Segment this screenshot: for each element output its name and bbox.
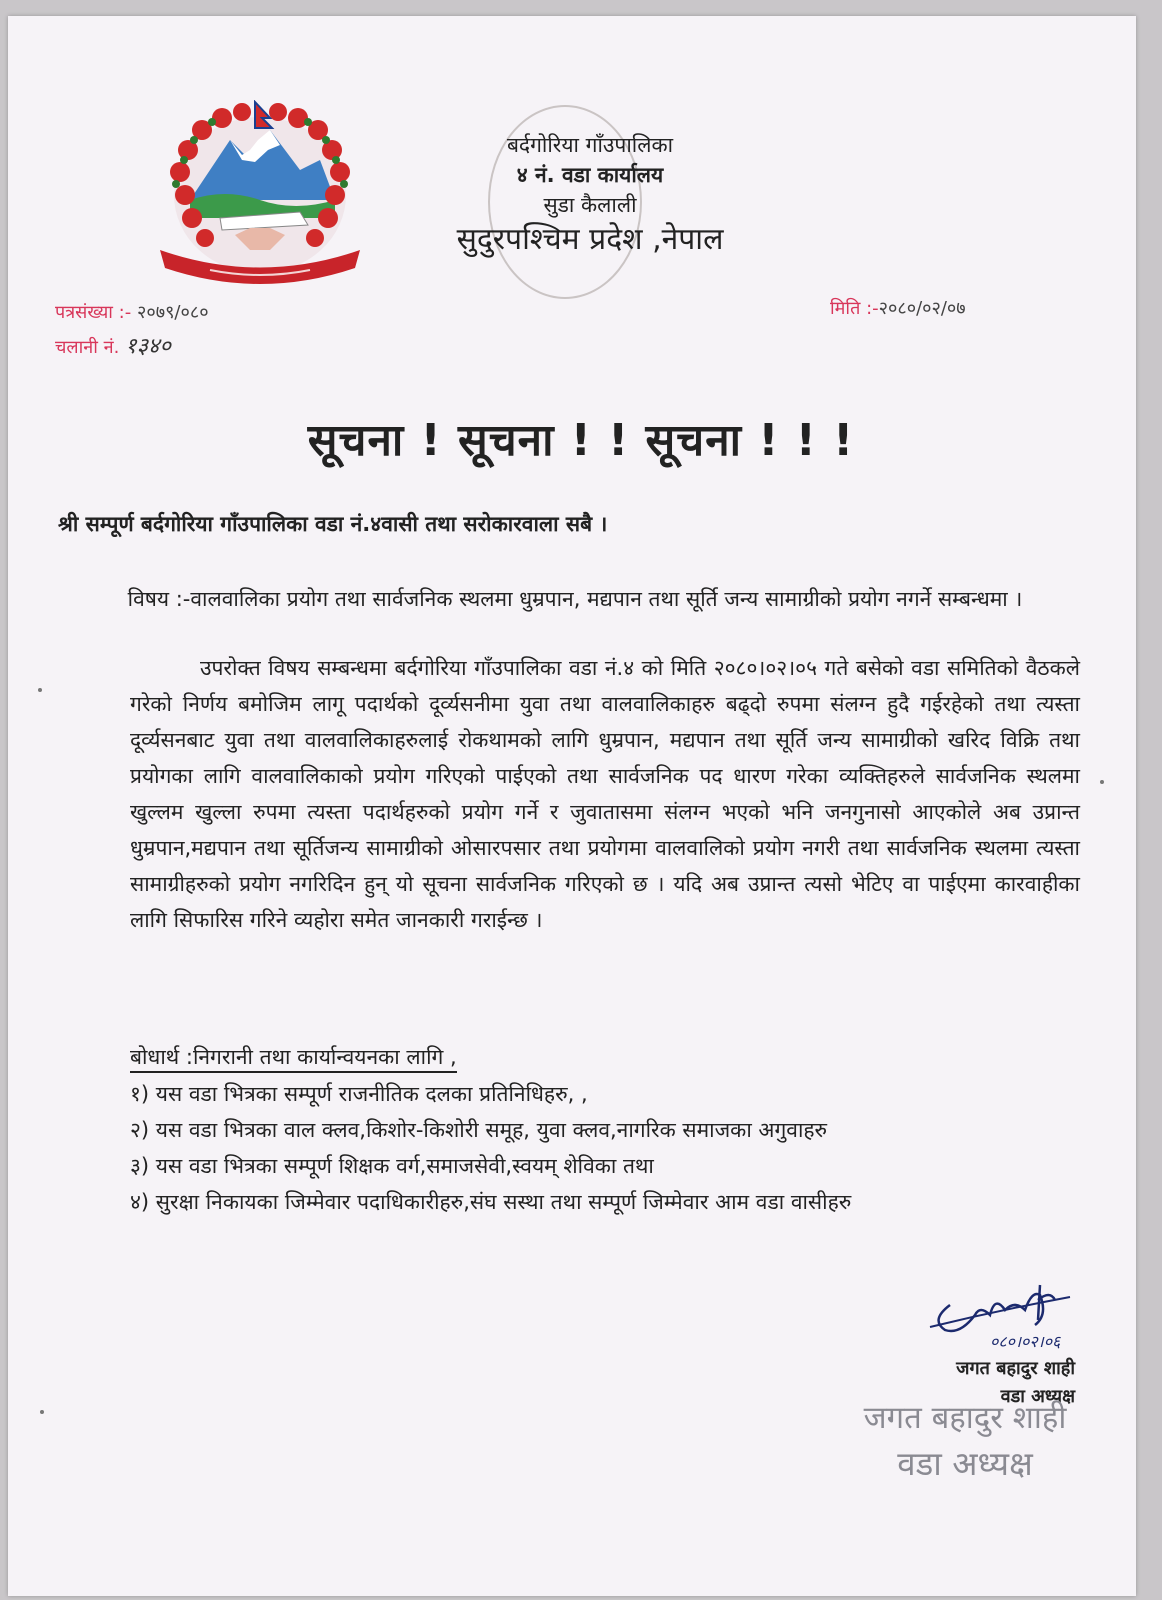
office-header [380,130,800,260]
list-item: ४) सुरक्षा निकायका जिम्मेवार पदाधिकारीहरु,संघ सस्था तथा सम्पूर्ण जिम्मेवार आम वडा वासीहरु [130,1190,852,1214]
dispatch-number-value: १३४० [125,334,171,359]
letter-number [55,300,209,324]
copy-to-heading: बोधार्थ :निगरानी तथा कार्यान्वयनका लागि , [130,1043,457,1073]
ward-office-name: ४ नं. वडा कार्यालय [516,163,664,187]
letter-date-value: २०८०/०२/०७ [878,298,966,319]
handwritten-signature [920,1275,1100,1365]
letter-number-label: पत्रसंख्या :- [55,302,132,323]
paper-speck [40,1410,44,1414]
list-item: १) यस वडा भित्रका सम्पूर्ण राजनीतिक दलका प्रतिनिधिहरु, , [130,1082,588,1106]
list-item: ३) यस वडा भित्रका सम्पूर्ण शिक्षक वर्ग,समाजसेवी,स्वयम् शेविका तथा [130,1154,654,1178]
signatory-name: जगत बहादुर शाही [956,1358,1075,1379]
letter-number-value: २०७९/०८० [136,302,209,323]
letter-date [830,296,966,320]
stamp-name: जगत बहादुर शाही [863,1400,1067,1436]
nepal-emblem-icon [150,100,370,295]
addressee: श्री सम्पूर्ण बर्दगोरिया गाँउपालिका वडा नं.४वासी तथा सरोकारवाला सबै । [58,512,608,536]
paper-speck [1100,780,1104,784]
dispatch-number [55,330,171,360]
notice-body: उपरोक्त विषय सम्बन्धमा बर्दगोरिया गाँउपालिका वडा नं.४ को मिति २०८०।०२।०५ गते बसेको वडा समितिको वैठकले गरेको निर्णय बमोजिम लागू पदार्थको दूर्व्यसनीमा युवा तथा वालवालिकाहरु बढ्दो रुपमा संलग्न हुदै गईरहेको तथा त्यस्ता दूर्व्यसनबाट युवा तथा वालवालिकाहरुलाई रोकथामको लागि धुम्रपान, मद्यपान तथा सूर्ति जन्य सामाग्रीको खरिद विक्रि तथा प्रयोगका लागि वालवालिकाको प्रयोग गरिएको पाईएको तथा सार्वजनिक पद धारण गरेका व्यक्तिहरुले सार्वजनिक स्थलमा खुल्लम खुल्ला रुपमा त्यस्ता पदार्थहरुको प्रयोग गर्ने र जुवातासमा संलग्न भएको भनि जनगुनासो आएकोले अब उप्रान्त धुम्रपान,मद्यपान तथा सूर्तिजन्य सामाग्रीको ओसारपसार तथा प्रयोगमा वालवालिको प्रयोग नगरी तथा सार्वजनिक स्थलमा त्यस्ता सामाग्रीहरुको प्रयोग नगरिदिन हुन् यो सूचना सार्वजनिक गरिएको छ । यदि अब उप्रान्त त्यसो भेटिए वा पाईएमा कारवाहीका लागि सिफारिस गरिने व्यहोरा समेत जानकारी गराईन्छ । [130,656,1080,932]
subject-line: विषय :-वालवालिका प्रयोग तथा सार्वजनिक स्थलमा धुम्रपान, मद्यपान तथा सूर्ति जन्य सामाग्रीको प्रयोग नगर्ने सम्बन्धमा । [127,587,1023,611]
copy-to-list [130,1076,1080,1220]
signatory-title: वडा अध्यक्ष [1000,1386,1075,1407]
province-country: सुदुरपश्चिम प्रदेश ,नेपाल [456,222,724,257]
stamp-title: वडा अध्यक्ष [897,1444,1033,1483]
notice-headline: सूचना ! सूचना ! ! सूचना ! ! ! [307,415,855,466]
municipality-name: बर्दगोरिया गाँउपालिका [506,133,674,157]
district-name: सुडा कैलाली [543,193,637,217]
signature-date: ०८०।०२।०६ [990,1332,1061,1351]
letter-date-label: मिति :- [830,298,879,319]
name-rubber-stamp [840,1395,1090,1487]
paper-speck [38,688,42,692]
list-item: २) यस वडा भित्रका वाल क्लव,किशोर-किशोरी समूह, युवा क्लव,नागरिक समाजका अगुवाहरु [130,1118,828,1142]
dispatch-number-label: चलानी नं. [55,337,120,358]
